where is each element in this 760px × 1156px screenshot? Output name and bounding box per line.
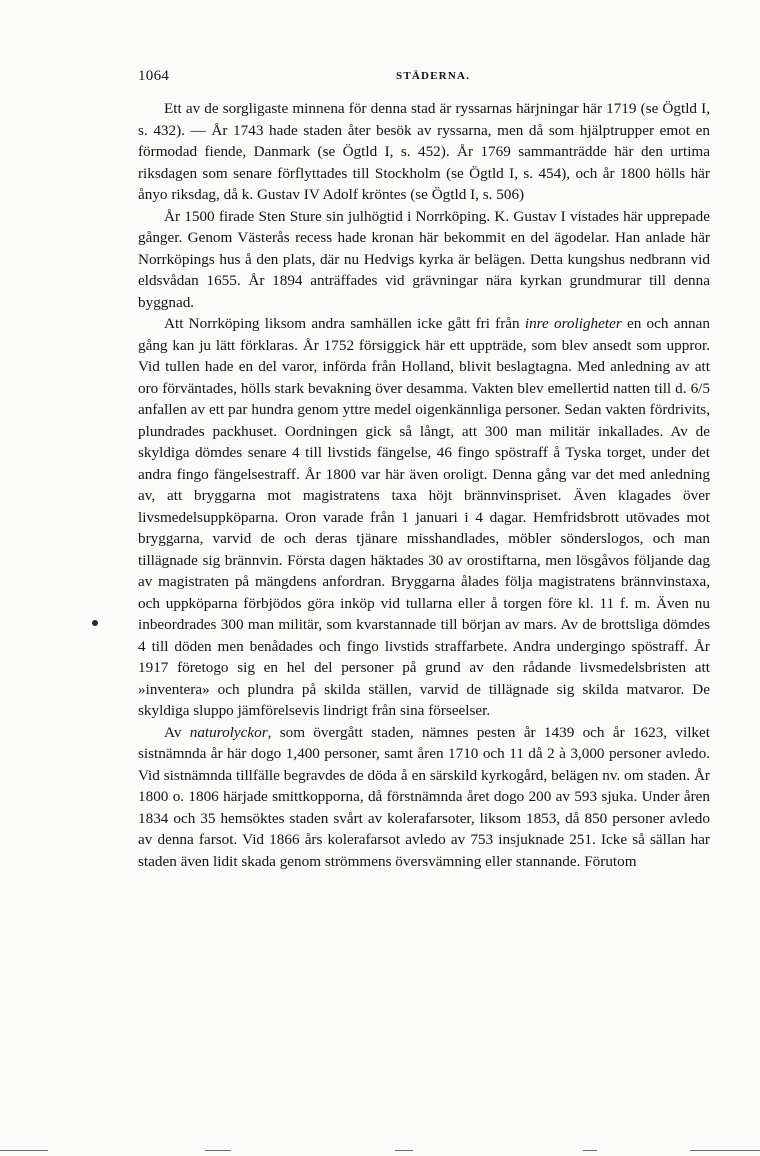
page-header (138, 68, 710, 88)
running-head: STÄDERNA. (396, 70, 471, 82)
scan-edge-mark (395, 1150, 413, 1151)
text-segment: Av (164, 723, 190, 741)
paragraph-kungshus (138, 206, 710, 314)
text-segment: en och annan gång kan ju lätt förklaras. År 1752 försiggick här ett uppträde, som blev ansedt som uppror. Vid tullen hade en del varor, införda från Holland, blivit beslagtagna. Med anledning av att oro förväntades, hölls stark bevakning över desamma. Vakten blev emellertid natten till d. 6/5 anfallen av ett par hundra genom yttre medel oigenkännliga personer. Sedan vakten fördrivits, plundrades packhuset. Oordningen gick så långt, att 300 man militär inkallades. Av de skyldiga dömdes senare 4 till livstids fängelse, 46 fingo spöstraff å Tyska torget, under det andra fingo fängelsestraff. År 1800 var här även oroligt. Denna gång var det med anledning av, att bryggarna mot magistratens taxa höjt brännvinspriset. Även klagades över livsmedelsuppköparna. Oron varade från 1 januari i 4 dagar. Hemfridsbrott utövades mot bryggarna, varvid de och deras tjänare misshandlades, möbler sönderslogos, och man tillägnade sig brännvin. Första dagen häktades 30 av orostiftarna, men lösgåvos följande dag av magistraten på mängdens anfordran. Bryggarna ålades följa magistratens brännvinstaxa, och uppköparna förbjödos göra inköp vid tullarna eller å torgen före kl. 11 f. m. Även nu inbeordrades 300 man militär, som kvarstannade till början av mars. Av de brottsliga dömdes 4 till döden men benådades och fingo livstids straffarbete. Andra undergingo spöstraff. År 1917 företogo sig en hel del personer på grund av den rådande livsmedelsbristen att »inventera» och plundra på skilda ställen, varvid de tillägnade sig skilda matvaror. De skyldiga sluppo jämförelsevis lindrigt från sina förseelser. (138, 315, 710, 719)
body-text (138, 98, 710, 872)
page-number: 1064 (138, 68, 170, 84)
text-segment: Att Norrköping liksom andra samhällen icke gått fri från (164, 315, 525, 332)
text-segment: , som övergått staden, nämnes pesten år 1439 och år 1623, vilket sistnämnda år här dogo 1,400 personer, samt åren 1710 och 11 då 2 à 3,000 personer avledo. Vid sistnämnda tillfälle begravdes de döda å en särskild kyrkogård, belägen nv. om staden. År 1800 o. 1806 härjade smittkopporna, då förstnämnda året dogo 200 av 593 sjuka. Under åren 1834 och 35 hemsöktes staden svårt av kolerafarsoter, liksom 1853, då 850 personer avledo av denna farsot. Vid 1866 års kolerafarsot avledo av 753 insjuknade 251. Icke så sällan har staden även lidit skada genom strömmens översvämning eller stannande. Förutom (138, 723, 710, 870)
paragraph-oroligheter (138, 313, 710, 722)
scan-edge-mark (0, 1150, 48, 1151)
scan-speck (92, 620, 98, 626)
paragraph-riksdag (138, 98, 710, 206)
paragraph-naturolyckor (138, 722, 710, 873)
scan-edge-mark (205, 1150, 231, 1151)
text-segment: Ett av de sorgligaste minnena för denna stad är ryssarnas härjningar här 1719 (se Ögtld I, s. 432). — År 1743 hade staden åter besök av ryssarna, men då som hjälptrupper emot en förmodad fiende, Danmark (se Ögtld I, s. 452). År 1769 sammanträdde här den urtima riksdagen som senare förflyttades till Stockholm (se Ögtld I, s. 454), och år 1800 hölls här ånyo riksdag, då k. Gustav IV Adolf kröntes (se Ögtld I, s. 506) (138, 100, 710, 203)
italic-term: inre oroligheter (524, 315, 622, 332)
text-segment: År 1500 firade Sten Sture sin julhögtid i Norrköping. K. Gustav I vistades här upprepade gånger. Genom Västerås recess hade kronan här bekommit en del ägodelar. Han anlade här Norrköpings hus å den plats, där nu Hedvigs kyrka är belägen. Detta kungshus nedbrann vid eldsvådan 1655. År 1894 anträffades vid grävningar nära kyrkan grundmurar till denna byggnad. (138, 207, 710, 311)
scan-edge-mark (690, 1150, 760, 1151)
italic-term: naturolyckor (189, 723, 268, 741)
scan-edge-mark (583, 1150, 597, 1151)
